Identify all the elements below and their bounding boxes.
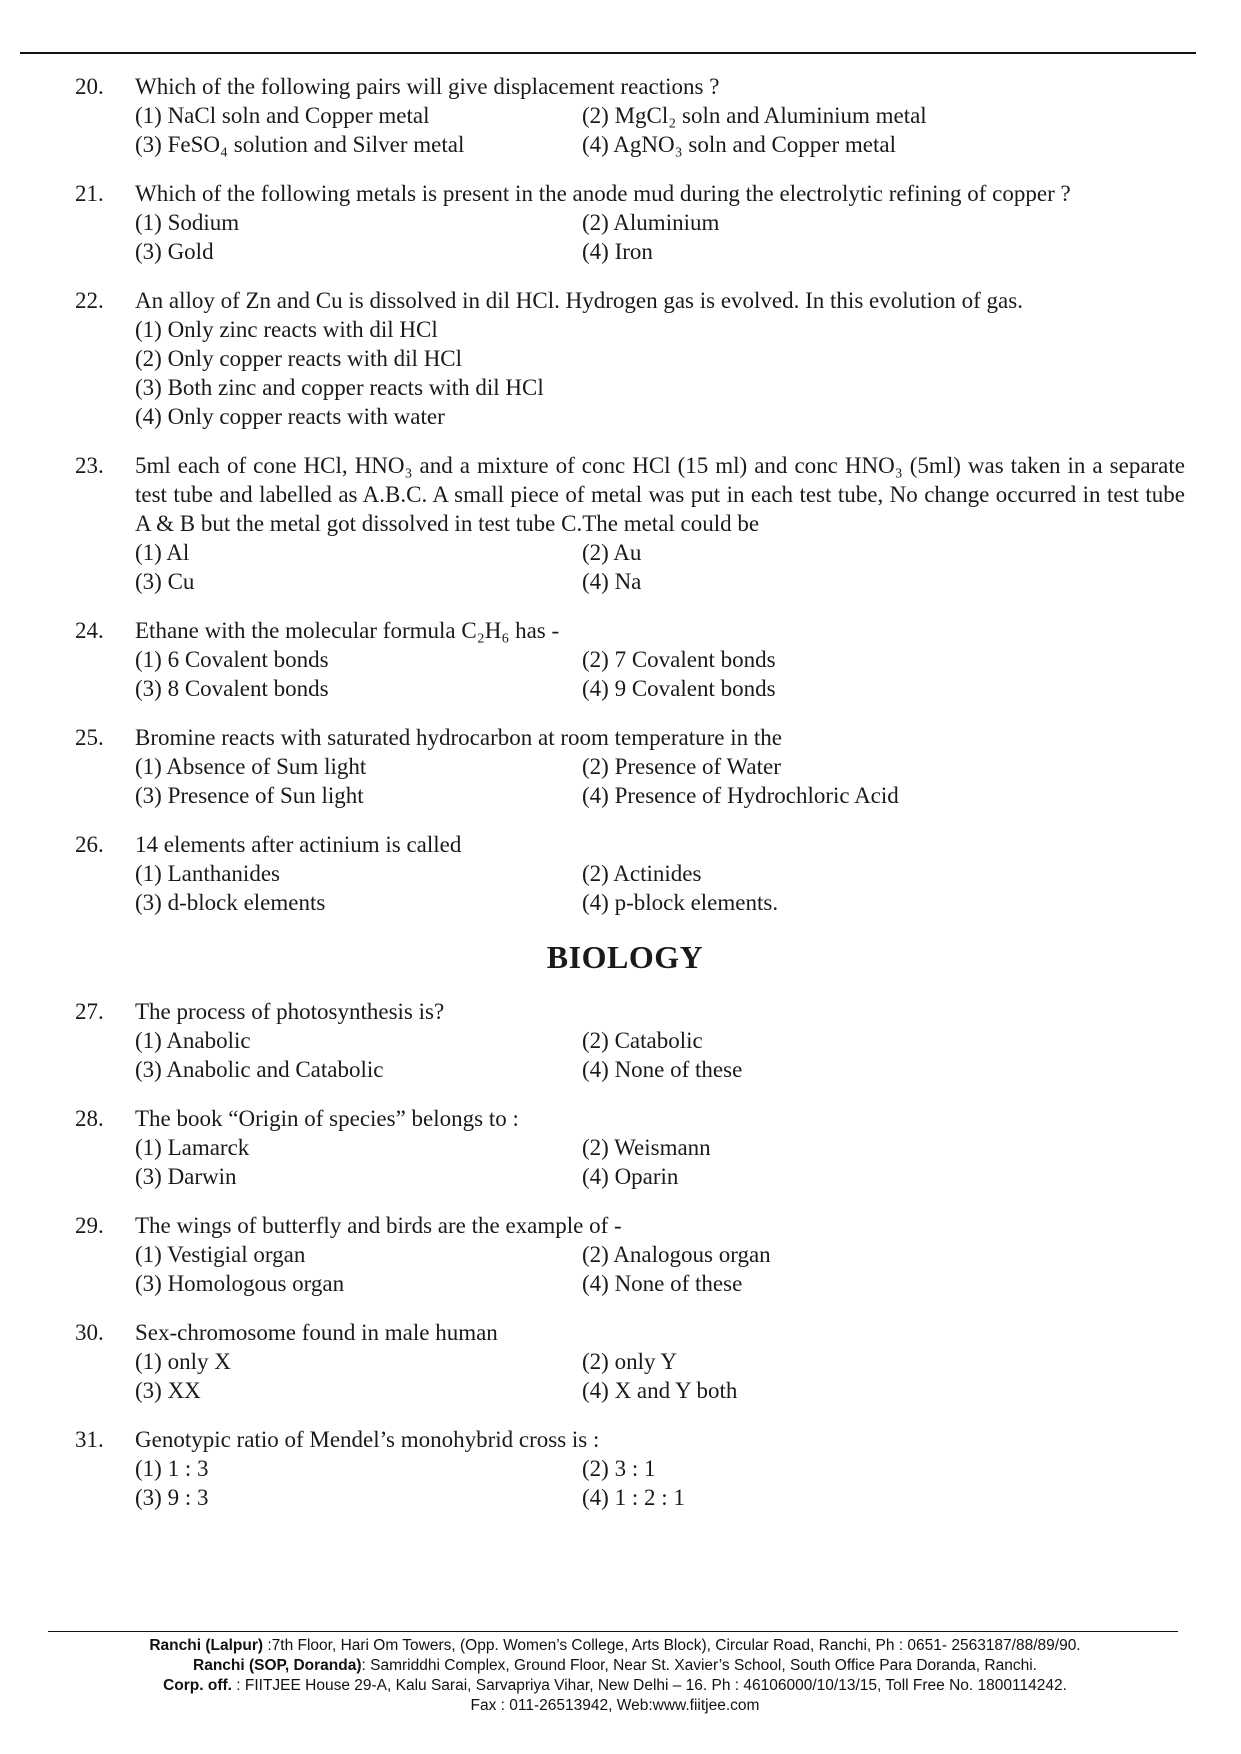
option-3: (3) XX bbox=[135, 1378, 201, 1403]
options bbox=[135, 1454, 1185, 1512]
question-28 bbox=[75, 1104, 1185, 1191]
options bbox=[135, 1133, 1185, 1191]
option-1: (1) Sodium bbox=[135, 210, 240, 235]
option-3: (3) d-block elements bbox=[135, 890, 326, 915]
question-text: The book “Origin of species” belongs to : bbox=[135, 1106, 519, 1131]
option-4: (4) None of these bbox=[582, 1271, 743, 1296]
option-3: (3) FeSO₄ solution and Silver metal bbox=[135, 132, 465, 157]
option-2: (2) 7 Covalent bonds bbox=[582, 647, 776, 672]
question-31 bbox=[75, 1425, 1185, 1512]
question-line bbox=[75, 1425, 1185, 1454]
question-25 bbox=[75, 723, 1185, 810]
footer-line-3 bbox=[40, 1676, 1190, 1696]
question-30 bbox=[75, 1318, 1185, 1405]
section-title: BIOLOGY bbox=[546, 939, 704, 975]
question-line bbox=[75, 1318, 1185, 1347]
header-rule bbox=[20, 52, 1196, 54]
question-line bbox=[75, 997, 1185, 1026]
option-1: (1) only X bbox=[135, 1349, 231, 1374]
option-2: (2) Analogous organ bbox=[582, 1242, 771, 1267]
footer-label-1: Ranchi (Lalpur) bbox=[149, 1637, 264, 1654]
question-number: 31. bbox=[75, 1427, 104, 1452]
question-number: 28. bbox=[75, 1106, 104, 1131]
question-line bbox=[75, 723, 1185, 752]
option-4: (4) X and Y both bbox=[582, 1378, 738, 1403]
question-number: 30. bbox=[75, 1320, 104, 1345]
options bbox=[135, 101, 1185, 159]
question-line bbox=[75, 72, 1185, 101]
question-29 bbox=[75, 1211, 1185, 1298]
footer-text-1: :7th Floor, Hari Om Towers, (Opp. Women’s College, Arts Block), Circular Road, Ranchi, Ph : 0651- 2563187/88/89/90. bbox=[263, 1637, 1081, 1654]
option-3: (3) Both zinc and copper reacts with dil HCl bbox=[135, 375, 544, 400]
question-number: 25. bbox=[75, 725, 104, 750]
option-3: (3) Homologous organ bbox=[135, 1271, 345, 1296]
option-4: (4) AgNO₃ soln and Copper metal bbox=[582, 132, 896, 157]
option-4: (4) Only copper reacts with water bbox=[135, 404, 445, 429]
question-26 bbox=[75, 830, 1185, 917]
option-2: (2) only Y bbox=[582, 1349, 677, 1374]
option-3: (3) Cu bbox=[135, 569, 195, 594]
option-3: (3) Darwin bbox=[135, 1164, 237, 1189]
question-number: 21. bbox=[75, 181, 104, 206]
question-number: 29. bbox=[75, 1213, 104, 1238]
question-text: Bromine reacts with saturated hydrocarbon at room temperature in the bbox=[135, 725, 782, 750]
chemistry-questions bbox=[75, 72, 1185, 917]
question-line bbox=[75, 1104, 1185, 1133]
question-text: Sex-chromosome found in male human bbox=[135, 1320, 498, 1345]
question-content bbox=[75, 72, 1185, 1532]
options bbox=[135, 645, 1185, 703]
option-4: (4) 1 : 2 : 1 bbox=[582, 1485, 685, 1510]
option-3: (3) Gold bbox=[135, 239, 214, 264]
question-text: The wings of butterfly and birds are the example of - bbox=[135, 1213, 622, 1238]
option-2: (2) Catabolic bbox=[582, 1028, 703, 1053]
option-2: (2) MgCl₂ soln and Aluminium metal bbox=[582, 103, 927, 128]
question-text: Which of the following pairs will give displacement reactions ? bbox=[135, 74, 720, 99]
option-1: (1) 1 : 3 bbox=[135, 1456, 209, 1481]
footer-text-2: : Samriddhi Complex, Ground Floor, Near St. Xavier’s School, South Office Para Doranda, Ranchi. bbox=[361, 1657, 1037, 1674]
option-1: (1) Lanthanides bbox=[135, 861, 280, 886]
biology-questions bbox=[75, 997, 1185, 1512]
option-4: (4) None of these bbox=[582, 1057, 743, 1082]
footer-line-2 bbox=[40, 1656, 1190, 1676]
option-3: (3) Anabolic and Catabolic bbox=[135, 1057, 384, 1082]
option-4: (4) 9 Covalent bonds bbox=[582, 676, 776, 701]
option-1: (1) Lamarck bbox=[135, 1135, 250, 1160]
option-1: (1) NaCl soln and Copper metal bbox=[135, 103, 430, 128]
options bbox=[135, 1347, 1185, 1405]
footer-line-1 bbox=[40, 1636, 1190, 1656]
question-20 bbox=[75, 72, 1185, 159]
option-2: (2) Actinides bbox=[582, 861, 702, 886]
option-2: (2) 3 : 1 bbox=[582, 1456, 656, 1481]
footer-label-3: Corp. off. bbox=[163, 1677, 232, 1694]
question-number: 20. bbox=[75, 74, 104, 99]
question-line bbox=[75, 1211, 1185, 1240]
footer-text-3: : FIITJEE House 29-A, Kalu Sarai, Sarvapriya Vihar, New Delhi – 16. Ph : 46106000/10/13/15, Toll Free No. 1800114242. bbox=[231, 1677, 1067, 1694]
option-3: (3) Presence of Sun light bbox=[135, 783, 364, 808]
footer-rule bbox=[48, 1631, 1178, 1632]
footer-label-2: Ranchi (SOP, Doranda) bbox=[193, 1657, 362, 1674]
option-2: (2) Only copper reacts with dil HCl bbox=[135, 346, 463, 371]
question-line bbox=[75, 179, 1185, 208]
question-21 bbox=[75, 179, 1185, 266]
question-27 bbox=[75, 997, 1185, 1084]
option-4: (4) Oparin bbox=[582, 1164, 679, 1189]
option-2: (2) Aluminium bbox=[582, 210, 720, 235]
options bbox=[135, 1240, 1185, 1298]
question-text: Genotypic ratio of Mendel’s monohybrid cross is : bbox=[135, 1427, 600, 1452]
question-22 bbox=[75, 286, 1185, 431]
options bbox=[135, 538, 1185, 596]
question-text: The process of photosynthesis is? bbox=[135, 999, 445, 1024]
option-1: (1) Al bbox=[135, 540, 190, 565]
footer-line-4: Fax : 011-26513942, Web:www.fiitjee.com bbox=[470, 1697, 760, 1714]
question-23 bbox=[75, 451, 1185, 596]
option-1: (1) Only zinc reacts with dil HCl bbox=[135, 317, 438, 342]
question-line bbox=[75, 451, 1185, 538]
option-2: (2) Weismann bbox=[582, 1135, 711, 1160]
question-line bbox=[75, 830, 1185, 859]
option-1: (1) Vestigial organ bbox=[135, 1242, 306, 1267]
footer bbox=[40, 1636, 1190, 1716]
question-line bbox=[75, 616, 1185, 645]
option-4: (4) Iron bbox=[582, 239, 653, 264]
question-text: 14 elements after actinium is called bbox=[135, 832, 462, 857]
options bbox=[135, 208, 1185, 266]
options bbox=[135, 1026, 1185, 1084]
question-24 bbox=[75, 616, 1185, 703]
question-number: 23. bbox=[75, 453, 104, 478]
option-1: (1) Anabolic bbox=[135, 1028, 251, 1053]
question-text: Which of the following metals is present in the anode mud during the electrolytic refining of copper ? bbox=[135, 181, 1071, 206]
question-number: 24. bbox=[75, 618, 104, 643]
option-4: (4) Presence of Hydrochloric Acid bbox=[582, 783, 899, 808]
option-2: (2) Presence of Water bbox=[582, 754, 781, 779]
question-line bbox=[75, 286, 1185, 315]
question-number: 27. bbox=[75, 999, 104, 1024]
option-3: (3) 8 Covalent bonds bbox=[135, 676, 329, 701]
question-text: 5ml each of cone HCl, HNO₃ and a mixture of conc HCl (15 ml) and conc HNO₃ (5ml) was taken in a separate test tube and labelled as A.B.C. A small piece of metal was put in each test tube, No change occurred in test tube A & B but the metal got dissolved in test tube C.The metal could be bbox=[135, 453, 1185, 536]
question-text: An alloy of Zn and Cu is dissolved in dil HCl. Hydrogen gas is evolved. In this evolution of gas. bbox=[135, 288, 1023, 313]
question-text: Ethane with the molecular formula C₂H₆ has - bbox=[135, 618, 560, 643]
question-number: 22. bbox=[75, 288, 104, 313]
question-number: 26. bbox=[75, 832, 104, 857]
option-4: (4) Na bbox=[582, 569, 642, 594]
option-4: (4) p-block elements. bbox=[582, 890, 779, 915]
options bbox=[135, 859, 1185, 917]
option-1: (1) 6 Covalent bonds bbox=[135, 647, 329, 672]
options bbox=[135, 315, 1185, 431]
option-1: (1) Absence of Sum light bbox=[135, 754, 367, 779]
option-3: (3) 9 : 3 bbox=[135, 1485, 209, 1510]
option-2: (2) Au bbox=[582, 540, 642, 565]
options bbox=[135, 752, 1185, 810]
